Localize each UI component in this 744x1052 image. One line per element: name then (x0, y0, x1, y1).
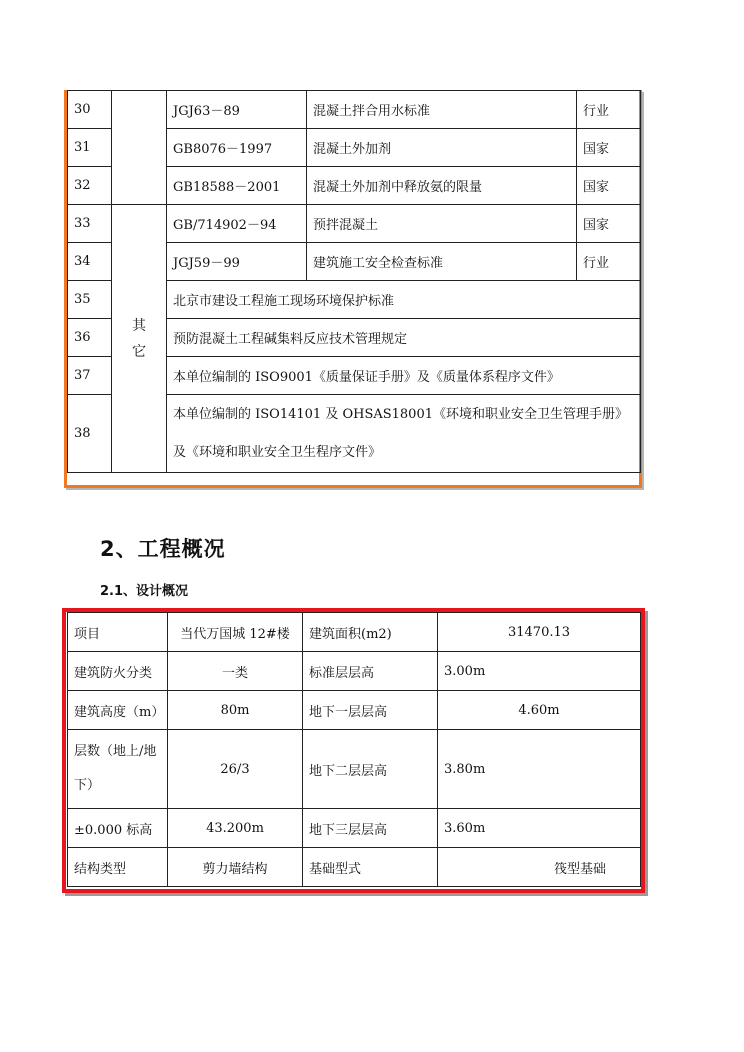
field-value: 剪力墙结构 (168, 848, 303, 887)
row-number: 35 (68, 281, 112, 319)
standard-level: 行业 (577, 91, 641, 129)
table-row (68, 848, 641, 887)
field-value: 3.60m (438, 809, 641, 848)
standard-text: 本单位编制的 ISO9001《质量保证手册》及《质量体系程序文件》 (167, 357, 641, 395)
category-cell-other (112, 205, 167, 473)
field-value: 一类 (168, 652, 303, 691)
row-number: 37 (68, 357, 112, 395)
table-row (68, 809, 641, 848)
standard-text-line: 及《环境和职业安全卫生程序文件》 (173, 444, 382, 460)
standard-level: 国家 (577, 167, 641, 205)
field-label: 地下二层层高 (303, 730, 438, 809)
table-row (68, 652, 641, 691)
standard-code: JGJ59－99 (167, 243, 307, 281)
standard-level: 行业 (577, 243, 641, 281)
field-label-line: 下） (74, 778, 101, 793)
field-label: 基础型式 (303, 848, 438, 887)
section-heading: 2、工程概况 (100, 537, 226, 561)
row-number: 38 (68, 395, 112, 473)
field-label: 建筑防火分类 (68, 652, 168, 691)
table-row (68, 91, 641, 129)
field-label: ±0.000 标高 (68, 809, 168, 848)
standard-text: 北京市建设工程施工现场环境保护标准 (167, 281, 641, 319)
standard-text: 预防混凝土工程碱集料反应技术管理规定 (167, 319, 641, 357)
field-value: 筏型基础 (438, 848, 641, 887)
category-label-char: 其 (132, 317, 146, 334)
row-number: 31 (68, 129, 112, 167)
row-number: 33 (68, 205, 112, 243)
row-number: 30 (68, 91, 112, 129)
standard-name: 混凝土外加剂中释放氨的限量 (307, 167, 577, 205)
field-value: 80m (168, 691, 303, 730)
standard-code: GB18588－2001 (167, 167, 307, 205)
field-label: 地下一层层高 (303, 691, 438, 730)
standard-code: JGJ63－89 (167, 91, 307, 129)
standard-name: 预拌混凝土 (307, 205, 577, 243)
standard-code: GB/714902－94 (167, 205, 307, 243)
standard-level: 国家 (577, 129, 641, 167)
standard-name: 混凝土拌合用水标准 (307, 91, 577, 129)
category-cell-blank (112, 91, 167, 205)
field-value: 4.60m (438, 691, 641, 730)
standard-name: 建筑施工安全检查标准 (307, 243, 577, 281)
field-label: 项目 (68, 613, 168, 652)
field-value: 当代万国城 12#楼 (168, 613, 303, 652)
field-value: 26/3 (168, 730, 303, 809)
row-number: 32 (68, 167, 112, 205)
subsection-heading: 2.1、设计概况 (100, 584, 189, 599)
field-value: 31470.13 (438, 613, 641, 652)
row-number: 34 (68, 243, 112, 281)
field-value: 43.200m (168, 809, 303, 848)
standards-table (67, 90, 641, 473)
standard-name: 混凝土外加剂 (307, 129, 577, 167)
standard-text-line: 本单位编制的 ISO14101 及 OHSAS18001《环境和职业安全卫生管理手册》 (173, 406, 629, 422)
field-label-line: 层数（地上/地 (74, 744, 157, 759)
field-label: 标准层层高 (303, 652, 438, 691)
category-label-char: 它 (132, 343, 146, 360)
field-label: 建筑高度（m） (68, 691, 168, 730)
field-value: 3.00m (438, 652, 641, 691)
standard-level: 国家 (577, 205, 641, 243)
standard-code: GB8076－1997 (167, 129, 307, 167)
field-label: 地下三层层高 (303, 809, 438, 848)
table-row (68, 691, 641, 730)
design-overview-table (67, 612, 641, 887)
row-number: 36 (68, 319, 112, 357)
field-label (68, 730, 168, 809)
field-label: 结构类型 (68, 848, 168, 887)
table-row (68, 730, 641, 809)
table-row (68, 613, 641, 652)
field-label: 建筑面积(m2) (303, 613, 438, 652)
table-row (68, 205, 641, 243)
standard-text (167, 395, 641, 473)
field-value: 3.80m (438, 730, 641, 809)
